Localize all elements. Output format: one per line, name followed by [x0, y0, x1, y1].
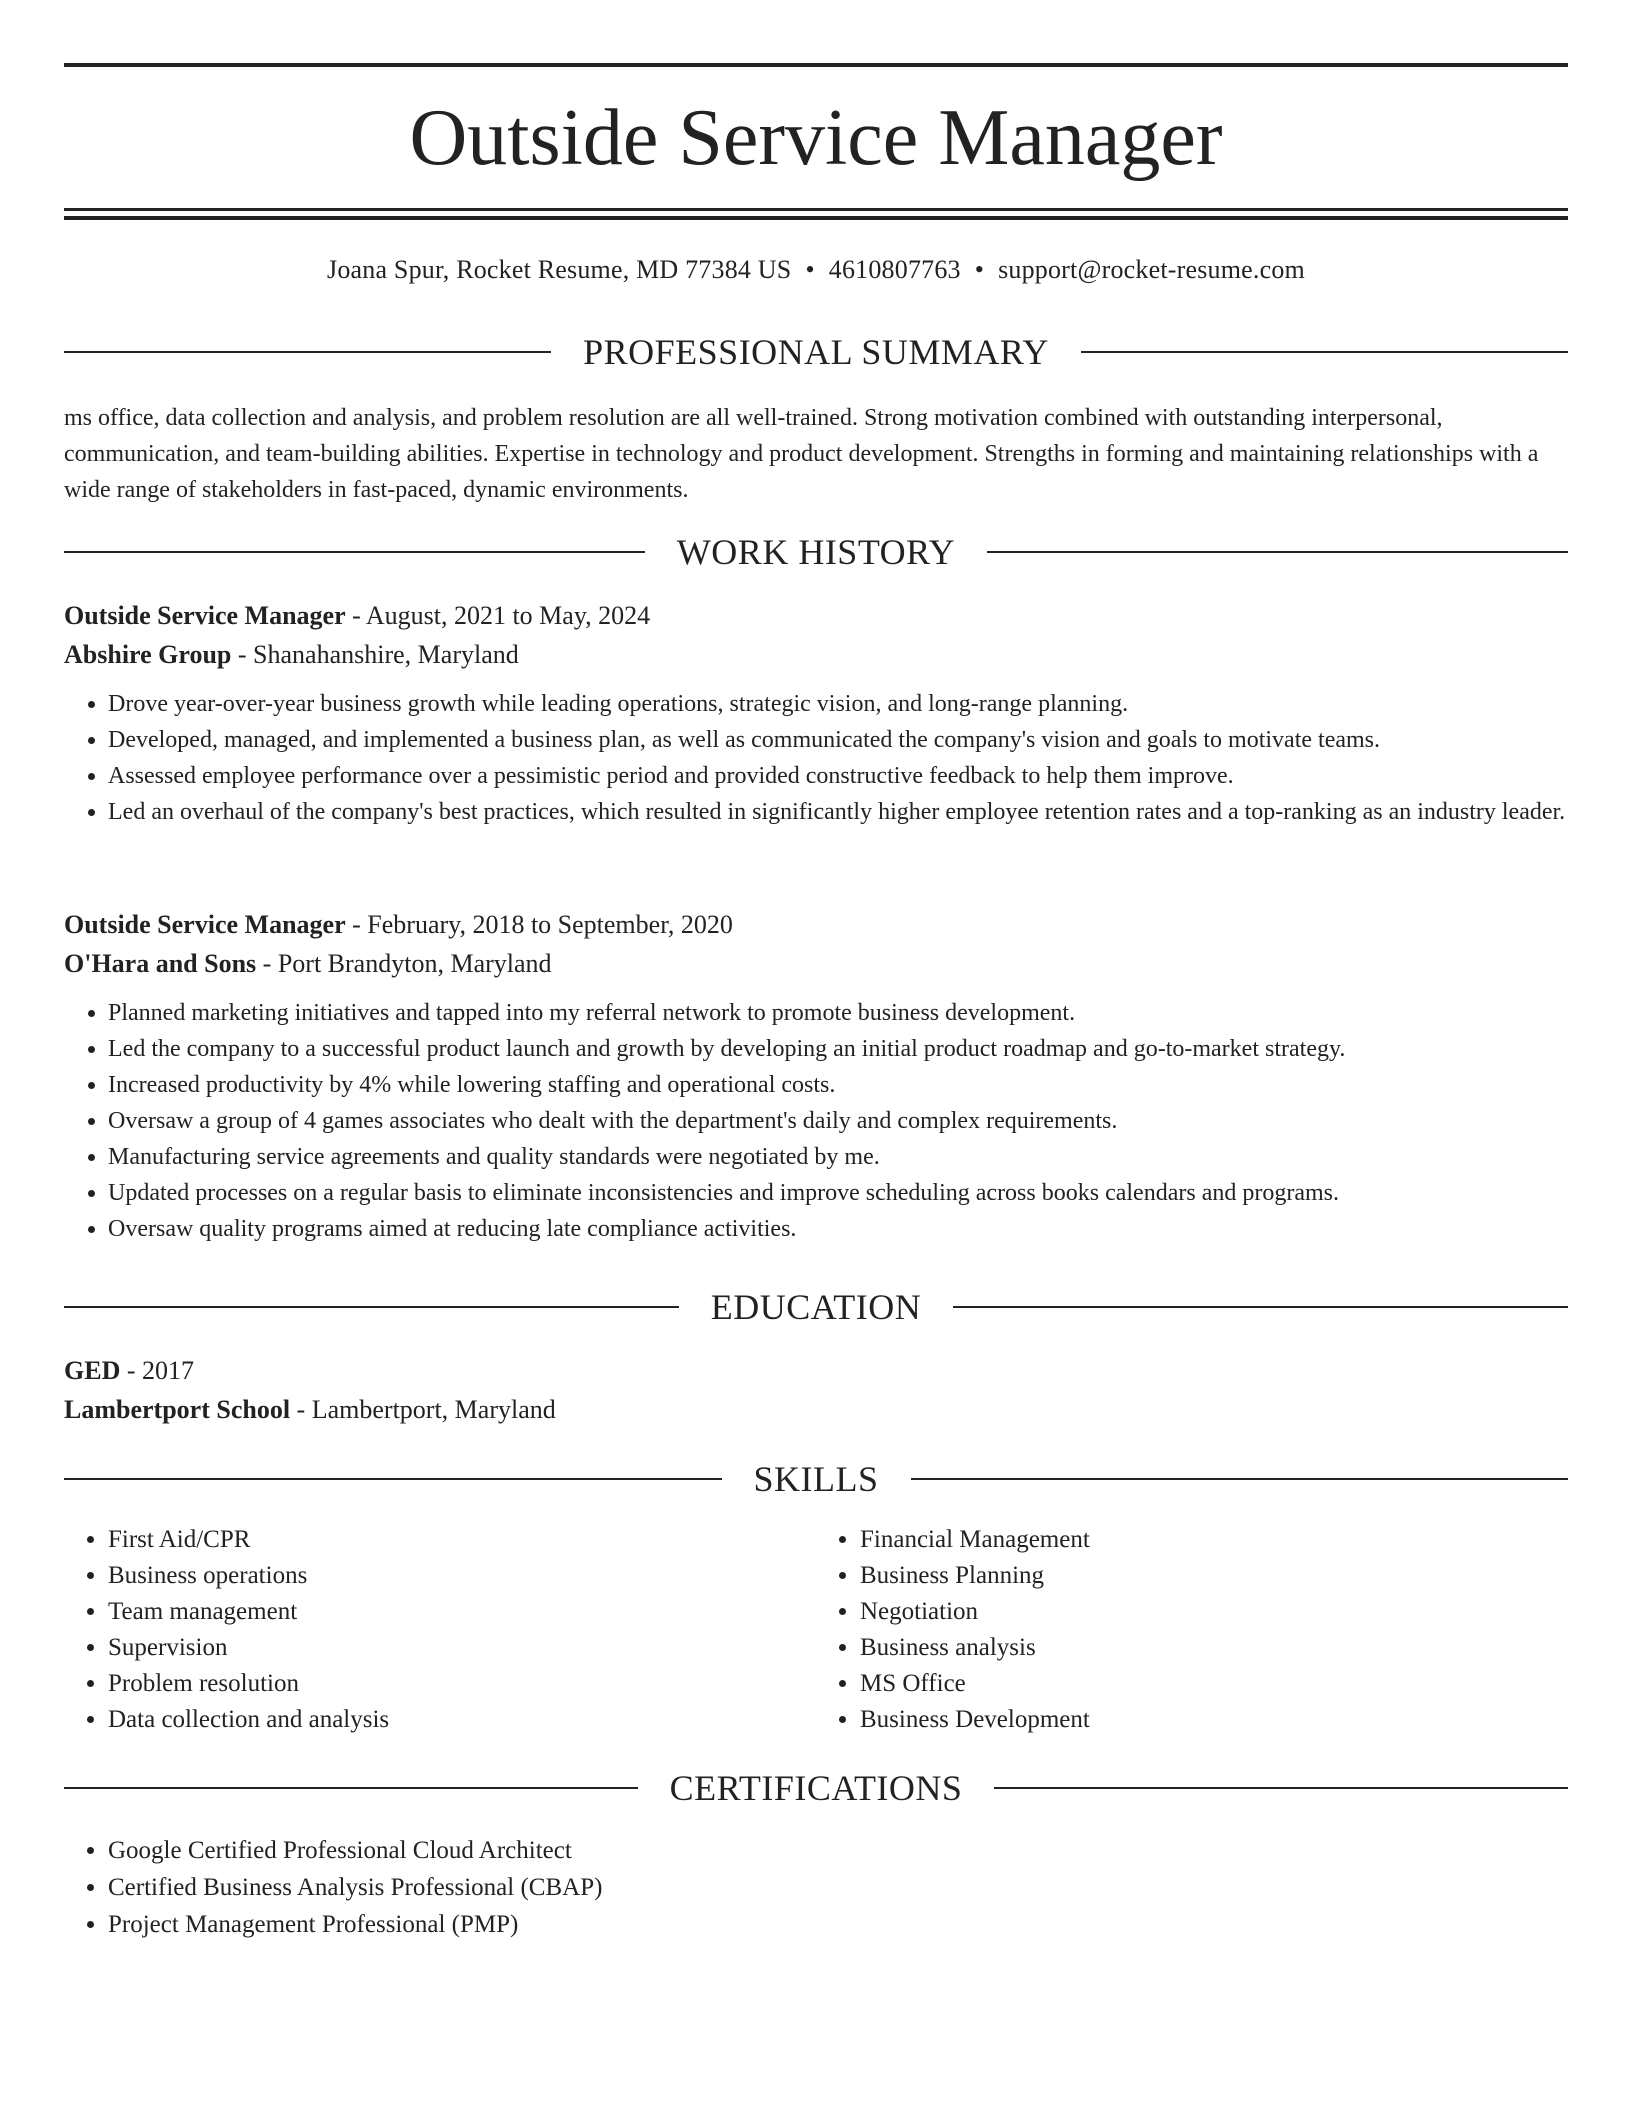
- list-item: • Increased productivity by 4% while lowering staffing and operational costs.: [108, 1067, 1568, 1103]
- work-history-heading: [64, 530, 1568, 574]
- list-item: • Led the company to a successful product launch and growth by developing an initial product roadmap and go-to-market strategy.: [108, 1031, 1568, 1067]
- heading-rule-left: [64, 551, 645, 553]
- list-item: • Project Management Professional (PMP): [108, 1906, 1568, 1943]
- job-title: Outside Service Manager: [64, 601, 346, 630]
- list-item: • Financial Management: [860, 1522, 1568, 1558]
- list-item: • Planned marketing initiatives and tapped into my referral network to promote business development.: [108, 995, 1568, 1031]
- job-company: Abshire Group: [64, 640, 232, 669]
- certifications-list: [64, 1832, 1568, 1943]
- education-heading: [64, 1285, 1568, 1329]
- job-entry-1: [64, 596, 1568, 830]
- list-item: • Negotiation: [860, 1594, 1568, 1630]
- list-item: • Business Planning: [860, 1558, 1568, 1594]
- certifications-heading-label: CERTIFICATIONS: [669, 1768, 963, 1808]
- top-rule: [64, 63, 1568, 67]
- resume-title: Outside Service Manager: [409, 94, 1223, 182]
- list-item: • MS Office: [860, 1666, 1568, 1702]
- contact-email: support@rocket-resume.com: [998, 255, 1305, 284]
- job-dates: August, 2021 to May, 2024: [365, 601, 651, 630]
- heading-rule-right: [987, 551, 1568, 553]
- job-dates: February, 2018 to September, 2020: [367, 910, 733, 939]
- list-item: • Manufacturing service agreements and quality standards were negotiated by me.: [108, 1139, 1568, 1175]
- job-company-line: O'Hara and Sons - Port Brandyton, Maryland: [64, 949, 552, 978]
- skills-list: [64, 1522, 1568, 1738]
- list-item: • Oversaw quality programs aimed at reducing late compliance activities.: [108, 1211, 1568, 1247]
- skills-heading: [64, 1457, 1568, 1501]
- job-company-line: Abshire Group - Shanahanshire, Maryland: [64, 640, 519, 669]
- skills-heading-label: SKILLS: [753, 1459, 879, 1499]
- summary-text: ms office, data collection and analysis, and problem resolution are all well-trained. Strong motivation combined with outstanding interpersonal, communication, and team-building abilities. Expertise in technology and product development. Strengths in forming and maintaining relationships with a wide range of stakeholders in fast-paced, dynamic environments.: [64, 405, 1539, 503]
- contact-separator: •: [974, 255, 985, 284]
- heading-rule-left: [64, 351, 551, 353]
- list-item: • Drove year-over-year business growth while leading operations, strategic vision, and long-range planning.: [108, 686, 1568, 722]
- contact-phone: 4610807763: [828, 255, 961, 284]
- list-item: • Assessed employee performance over a pessimistic period and provided constructive feedback to help them improve.: [108, 758, 1568, 794]
- list-item: • Developed, managed, and implemented a business plan, as well as communicated the company's vision and goals to motivate teams.: [108, 722, 1568, 758]
- job-title-line: Outside Service Manager - August, 2021 to May, 2024: [64, 601, 651, 630]
- list-item: • Team management: [108, 1594, 816, 1630]
- education-entry: [64, 1351, 1568, 1429]
- contact-separator: •: [805, 255, 815, 284]
- list-item: • Google Certified Professional Cloud Architect: [108, 1832, 1568, 1869]
- job-title-line: Outside Service Manager - February, 2018 to September, 2020: [64, 910, 733, 939]
- heading-rule-left: [64, 1306, 679, 1308]
- education-year: 2017: [142, 1356, 195, 1385]
- heading-rule-left: [64, 1787, 638, 1789]
- list-item: • Data collection and analysis: [108, 1702, 816, 1738]
- title-double-rule: [64, 208, 1568, 220]
- heading-rule-right: [911, 1478, 1569, 1480]
- list-item: • First Aid/CPR: [108, 1522, 816, 1558]
- certifications-items: [64, 1832, 1568, 1943]
- heading-rule-right: [1081, 351, 1568, 353]
- contact-line: [64, 252, 1568, 288]
- education-location: Lambertport, Maryland: [311, 1395, 556, 1424]
- heading-rule-left: [64, 1478, 722, 1480]
- job-location: Port Brandyton, Maryland: [277, 949, 552, 978]
- work-history-heading-label: WORK HISTORY: [676, 532, 956, 572]
- job-bullets: [64, 686, 1568, 830]
- certifications-heading: [64, 1766, 1568, 1810]
- summary-heading-label: PROFESSIONAL SUMMARY: [583, 332, 1049, 372]
- list-item: • Business operations: [108, 1558, 816, 1594]
- job-title: Outside Service Manager: [64, 910, 346, 939]
- list-item: • Updated processes on a regular basis to eliminate inconsistencies and improve scheduling across books calendars and programs.: [108, 1175, 1568, 1211]
- education-degree: GED: [64, 1356, 121, 1385]
- list-item: • Business analysis: [860, 1630, 1568, 1666]
- job-bullets: [64, 995, 1568, 1247]
- summary-heading: [64, 330, 1568, 374]
- skills-column-right: [816, 1522, 1568, 1738]
- skills-column-left: [64, 1522, 816, 1738]
- job-location: Shanahanshire, Maryland: [253, 640, 519, 669]
- education-school: Lambertport School: [64, 1395, 291, 1424]
- list-item: • Oversaw a group of 4 games associates who dealt with the department's daily and complex requirements.: [108, 1103, 1568, 1139]
- list-item: • Business Development: [860, 1702, 1568, 1738]
- list-item: • Led an overhaul of the company's best practices, which resulted in significantly higher employee retention rates and a top-ranking as an industry leader.: [108, 794, 1568, 830]
- job-company: O'Hara and Sons: [64, 949, 257, 978]
- education-heading-label: EDUCATION: [710, 1287, 922, 1327]
- heading-rule-right: [953, 1306, 1568, 1308]
- list-item: • Certified Business Analysis Professional (CBAP): [108, 1869, 1568, 1906]
- list-item: • Problem resolution: [108, 1666, 816, 1702]
- job-entry-2: [64, 905, 1568, 1247]
- education-degree-line: GED - 2017: [64, 1356, 195, 1385]
- contact-address: Joana Spur, Rocket Resume, MD 77384 US: [327, 255, 792, 284]
- list-item: • Supervision: [108, 1630, 816, 1666]
- heading-rule-right: [994, 1787, 1568, 1789]
- education-school-line: Lambertport School - Lambertport, Maryland: [64, 1395, 556, 1424]
